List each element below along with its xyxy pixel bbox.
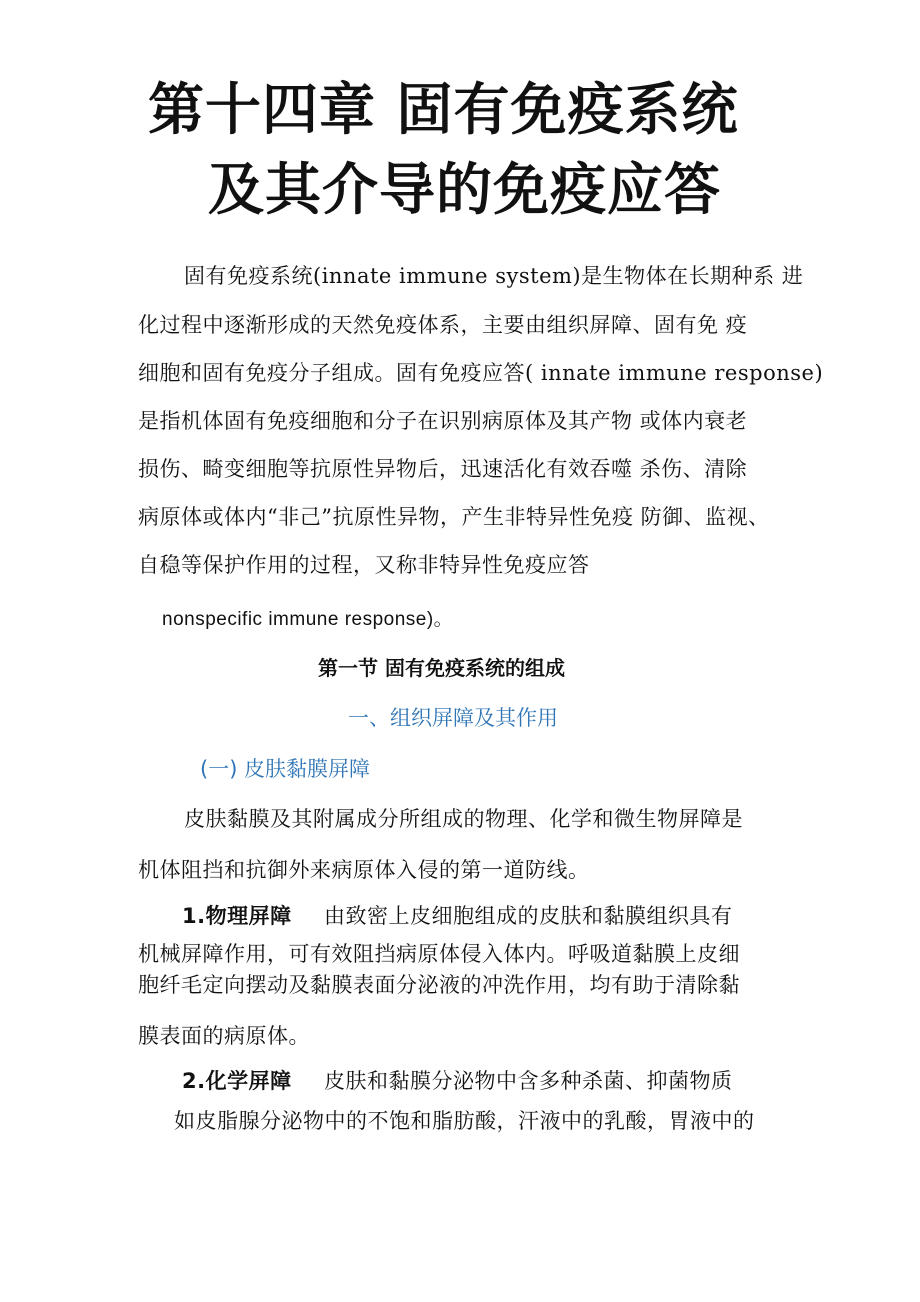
intro-line: 固有免疫系统(innate immune system)是生物体在长期种系 进: [184, 264, 804, 288]
chemical-barrier-label: 2.化学屏障: [182, 1069, 292, 1093]
section-heading: 第一节 固有免疫系统的组成: [318, 656, 565, 680]
intro-line: 是指机体固有免疫细胞和分子在识别病原体及其产物 或体内衰老: [138, 409, 748, 433]
paragraph-line: 机械屏障作用，可有效阻挡病原体侵入体内。呼吸道黏膜上皮细: [138, 942, 740, 966]
chapter-title-line-2: 及其介导的免疫应答: [208, 158, 721, 223]
paragraph-line: 胞纤毛定向摆动及黏膜表面分泌液的冲洗作用，均有助于清除黏: [138, 973, 740, 997]
intro-line: 病原体或体内“非己”抗原性异物，产生非特异性免疫 防御、监视、: [138, 505, 770, 529]
intro-line: 化过程中逐渐形成的天然免疫体系，主要由组织屏障、固有免 疫: [138, 313, 748, 337]
paragraph-line: 膜表面的病原体。: [138, 1024, 310, 1048]
paragraph-line: 皮肤和黏膜分泌物中含多种杀菌、抑菌物质: [324, 1069, 733, 1093]
intro-line: nonspecific immune response)。: [162, 609, 454, 630]
physical-barrier-label: 1.物理屏障: [182, 904, 292, 928]
subsection-heading: 一、组织屏障及其作用: [348, 706, 558, 730]
paragraph-line: 皮肤黏膜及其附属成分所组成的物理、化学和微生物屏障是: [184, 807, 743, 831]
chapter-title-line-1: 第十四章 固有免疫系统: [148, 78, 739, 143]
paragraph-line: 机体阻挡和抗御外来病原体入侵的第一道防线。: [138, 858, 590, 882]
intro-line: 自稳等保护作用的过程，又称非特异性免疫应答: [138, 553, 590, 577]
intro-line: 细胞和固有免疫分子组成。固有免疫应答( innate immune response): [138, 361, 824, 385]
paragraph-line: 由致密上皮细胞组成的皮肤和黏膜组织具有: [324, 904, 733, 928]
intro-line: 损伤、畸变细胞等抗原性异物后，迅速活化有效吞噬 杀伤、清除: [138, 457, 748, 481]
paragraph-line: 如皮脂腺分泌物中的不饱和脂肪酸，汗液中的乳酸，胃液中的: [174, 1109, 755, 1133]
subsubsection-heading: (一) 皮肤黏膜屏障: [200, 757, 371, 781]
